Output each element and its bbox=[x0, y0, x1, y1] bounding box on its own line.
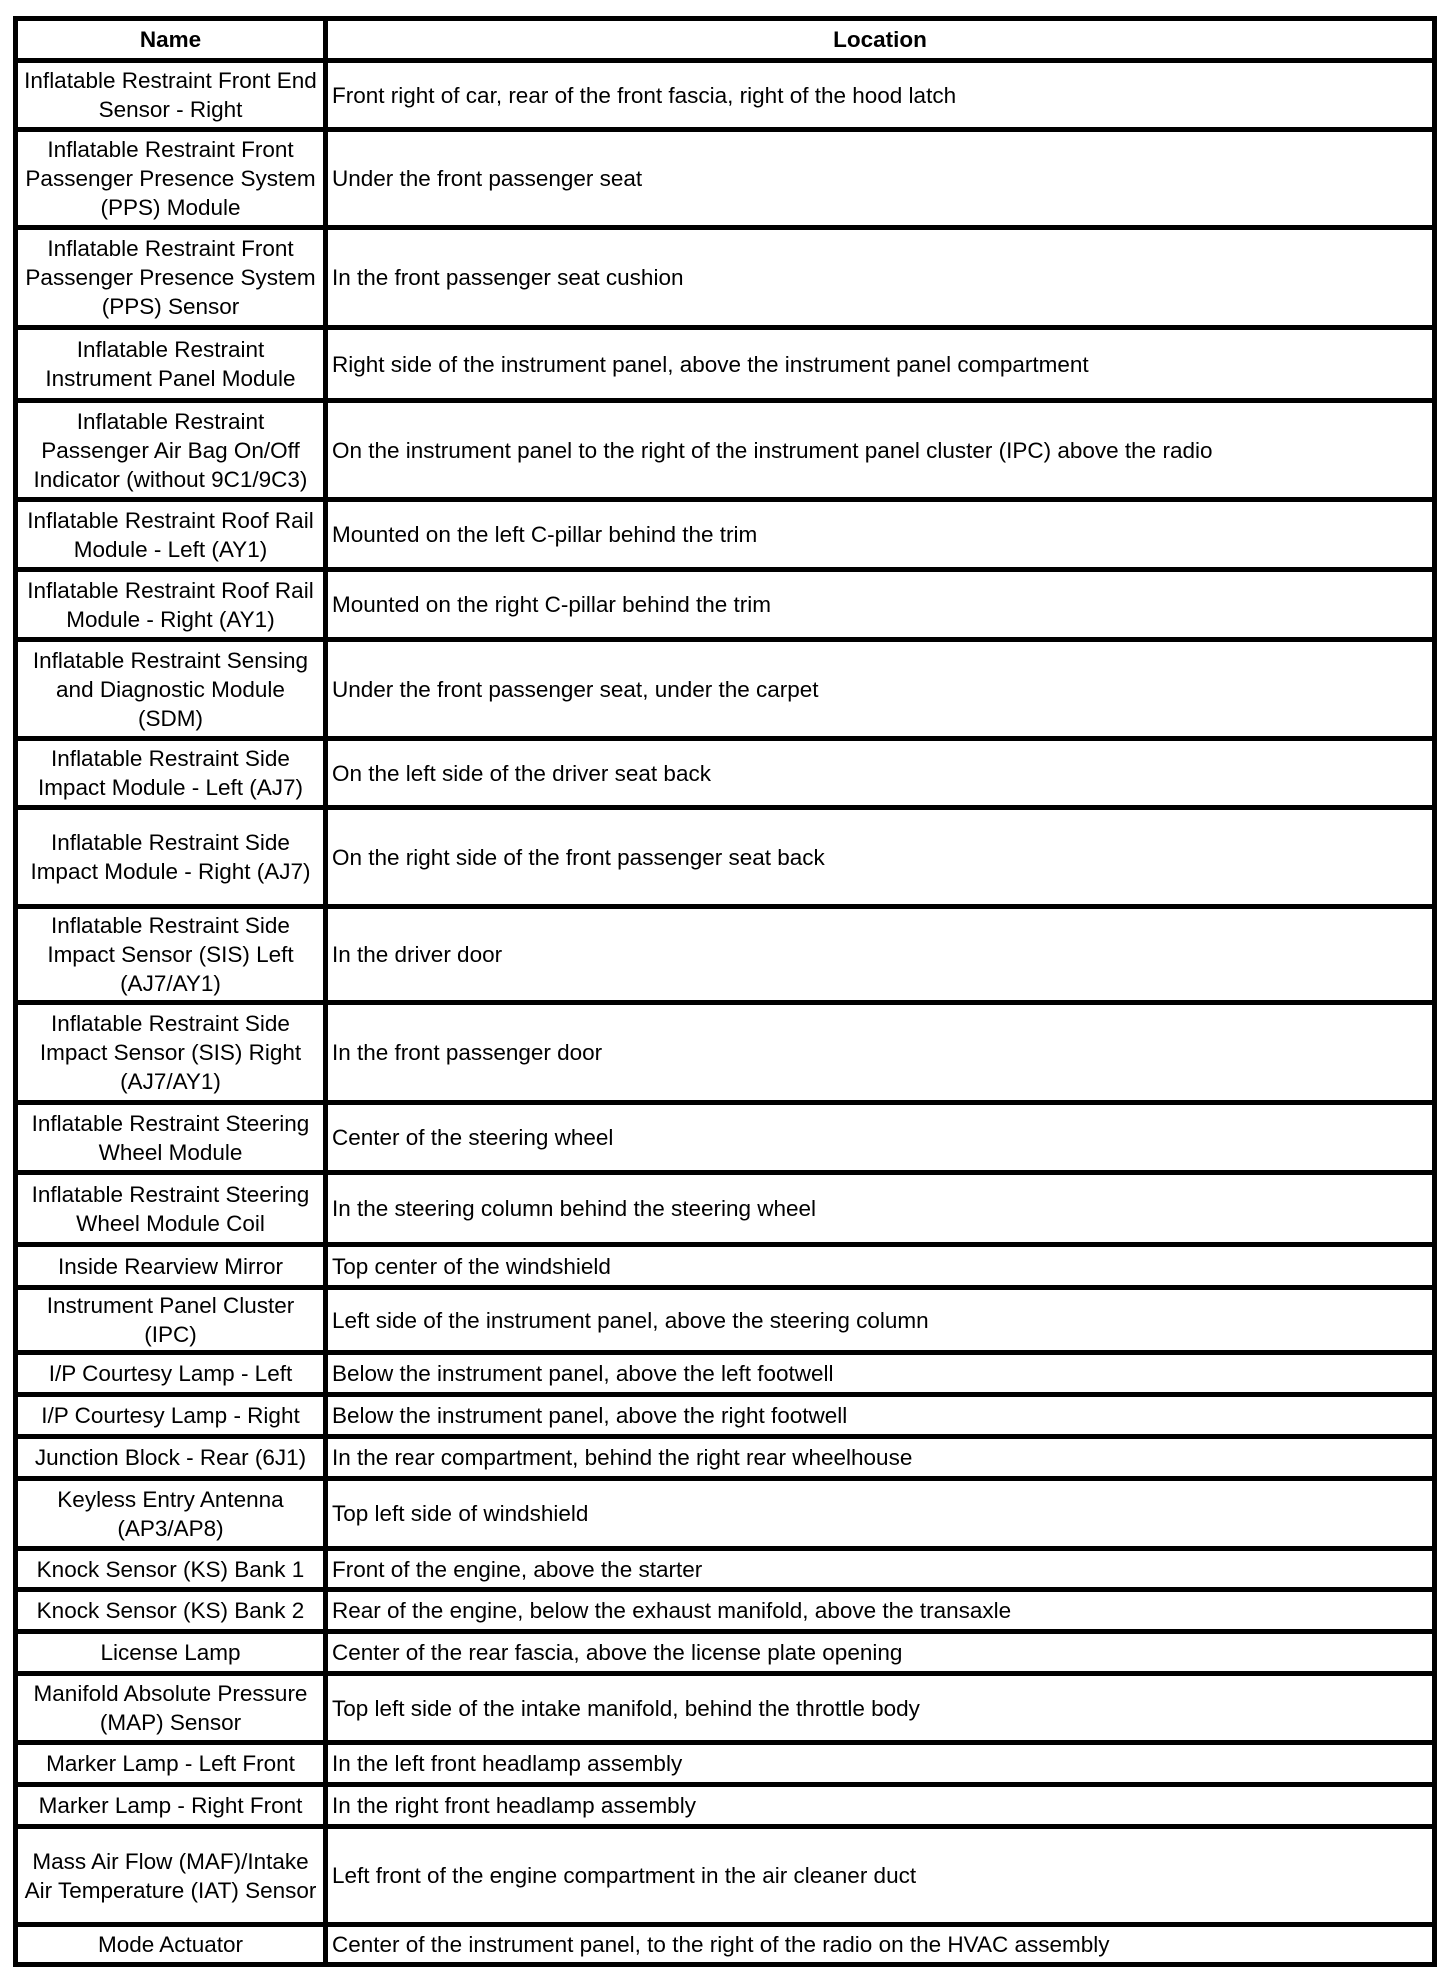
component-name: Inside Rearview Mirror bbox=[16, 1245, 326, 1288]
component-location: In the driver door bbox=[326, 907, 1435, 1003]
component-name: Marker Lamp - Right Front bbox=[16, 1785, 326, 1827]
table-row bbox=[16, 640, 1435, 739]
table-row bbox=[16, 1925, 1435, 1965]
component-location: Mounted on the left C-pillar behind the trim bbox=[326, 500, 1435, 570]
component-name: Inflatable Restraint Side Impact Module - Left (AJ7) bbox=[16, 739, 326, 808]
component-name: Manifold Absolute Pressure (MAP) Sensor bbox=[16, 1674, 326, 1743]
component-name: Knock Sensor (KS) Bank 2 bbox=[16, 1590, 326, 1632]
component-name: Inflatable Restraint Steering Wheel Module bbox=[16, 1103, 326, 1173]
component-name: I/P Courtesy Lamp - Left bbox=[16, 1353, 326, 1395]
table-row bbox=[16, 1003, 1435, 1103]
table-row bbox=[16, 130, 1435, 228]
component-name: Knock Sensor (KS) Bank 1 bbox=[16, 1549, 326, 1590]
component-location: Top left side of windshield bbox=[326, 1479, 1435, 1549]
table-row bbox=[16, 570, 1435, 640]
component-location: In the left front headlamp assembly bbox=[326, 1743, 1435, 1785]
component-name: License Lamp bbox=[16, 1632, 326, 1674]
component-location: Below the instrument panel, above the left footwell bbox=[326, 1353, 1435, 1395]
component-location: Left side of the instrument panel, above the steering column bbox=[326, 1288, 1435, 1353]
component-name: Keyless Entry Antenna (AP3/AP8) bbox=[16, 1479, 326, 1549]
table-row bbox=[16, 1590, 1435, 1632]
table-row bbox=[16, 1743, 1435, 1785]
component-name: Mode Actuator bbox=[16, 1925, 326, 1965]
component-location: In the front passenger door bbox=[326, 1003, 1435, 1103]
table-row bbox=[16, 500, 1435, 570]
component-location: Under the front passenger seat bbox=[326, 130, 1435, 228]
table-header-row bbox=[16, 19, 1435, 61]
component-location-table bbox=[13, 16, 1437, 1967]
component-name: I/P Courtesy Lamp - Right bbox=[16, 1395, 326, 1437]
component-location: Center of the steering wheel bbox=[326, 1103, 1435, 1173]
component-location: Front right of car, rear of the front fascia, right of the hood latch bbox=[326, 61, 1435, 130]
component-location: In the front passenger seat cushion bbox=[326, 228, 1435, 328]
component-name: Inflatable Restraint Passenger Air Bag On/Off Indicator (without 9C1/9C3) bbox=[16, 401, 326, 500]
table-row bbox=[16, 1245, 1435, 1288]
component-name: Marker Lamp - Left Front bbox=[16, 1743, 326, 1785]
component-location: Right side of the instrument panel, above the instrument panel compartment bbox=[326, 328, 1435, 401]
table-row bbox=[16, 1632, 1435, 1674]
component-location: On the instrument panel to the right of the instrument panel cluster (IPC) above the radio bbox=[326, 401, 1435, 500]
component-location: Below the instrument panel, above the right footwell bbox=[326, 1395, 1435, 1437]
component-location: In the right front headlamp assembly bbox=[326, 1785, 1435, 1827]
component-location: Mounted on the right C-pillar behind the trim bbox=[326, 570, 1435, 640]
component-name: Inflatable Restraint Side Impact Sensor (SIS) Right (AJ7/AY1) bbox=[16, 1003, 326, 1103]
column-header-location: Location bbox=[326, 19, 1435, 61]
table-row bbox=[16, 1395, 1435, 1437]
component-location: In the rear compartment, behind the right rear wheelhouse bbox=[326, 1437, 1435, 1479]
table-row bbox=[16, 61, 1435, 130]
table-row bbox=[16, 1173, 1435, 1245]
component-location: Rear of the engine, below the exhaust manifold, above the transaxle bbox=[326, 1590, 1435, 1632]
component-location: Left front of the engine compartment in the air cleaner duct bbox=[326, 1827, 1435, 1925]
component-name: Inflatable Restraint Instrument Panel Module bbox=[16, 328, 326, 401]
table-row bbox=[16, 401, 1435, 500]
table-row bbox=[16, 1103, 1435, 1173]
table-row bbox=[16, 1674, 1435, 1743]
component-name: Inflatable Restraint Steering Wheel Module Coil bbox=[16, 1173, 326, 1245]
component-location: Center of the rear fascia, above the license plate opening bbox=[326, 1632, 1435, 1674]
table-row bbox=[16, 1437, 1435, 1479]
table-row bbox=[16, 1479, 1435, 1549]
table-row bbox=[16, 1353, 1435, 1395]
component-location: Center of the instrument panel, to the right of the radio on the HVAC assembly bbox=[326, 1925, 1435, 1965]
column-header-name: Name bbox=[16, 19, 326, 61]
component-name: Inflatable Restraint Side Impact Module - Right (AJ7) bbox=[16, 808, 326, 907]
table-row bbox=[16, 739, 1435, 808]
table-row bbox=[16, 1785, 1435, 1827]
component-name: Inflatable Restraint Roof Rail Module - Right (AY1) bbox=[16, 570, 326, 640]
component-name: Inflatable Restraint Front End Sensor - Right bbox=[16, 61, 326, 130]
table-row bbox=[16, 808, 1435, 907]
component-name: Inflatable Restraint Front Passenger Presence System (PPS) Module bbox=[16, 130, 326, 228]
table-row bbox=[16, 907, 1435, 1003]
component-location: On the right side of the front passenger seat back bbox=[326, 808, 1435, 907]
table-row bbox=[16, 328, 1435, 401]
component-name: Instrument Panel Cluster (IPC) bbox=[16, 1288, 326, 1353]
component-name: Inflatable Restraint Roof Rail Module - Left (AY1) bbox=[16, 500, 326, 570]
component-location: Top left side of the intake manifold, behind the throttle body bbox=[326, 1674, 1435, 1743]
component-name: Mass Air Flow (MAF)/Intake Air Temperature (IAT) Sensor bbox=[16, 1827, 326, 1925]
table-row bbox=[16, 228, 1435, 328]
component-name: Inflatable Restraint Front Passenger Presence System (PPS) Sensor bbox=[16, 228, 326, 328]
component-name: Inflatable Restraint Sensing and Diagnostic Module (SDM) bbox=[16, 640, 326, 739]
component-location: Front of the engine, above the starter bbox=[326, 1549, 1435, 1590]
component-name: Inflatable Restraint Side Impact Sensor (SIS) Left (AJ7/AY1) bbox=[16, 907, 326, 1003]
component-location: In the steering column behind the steering wheel bbox=[326, 1173, 1435, 1245]
component-location: On the left side of the driver seat back bbox=[326, 739, 1435, 808]
component-location: Top center of the windshield bbox=[326, 1245, 1435, 1288]
table-row bbox=[16, 1827, 1435, 1925]
component-location: Under the front passenger seat, under the carpet bbox=[326, 640, 1435, 739]
table-row bbox=[16, 1288, 1435, 1353]
component-name: Junction Block - Rear (6J1) bbox=[16, 1437, 326, 1479]
table-row bbox=[16, 1549, 1435, 1590]
